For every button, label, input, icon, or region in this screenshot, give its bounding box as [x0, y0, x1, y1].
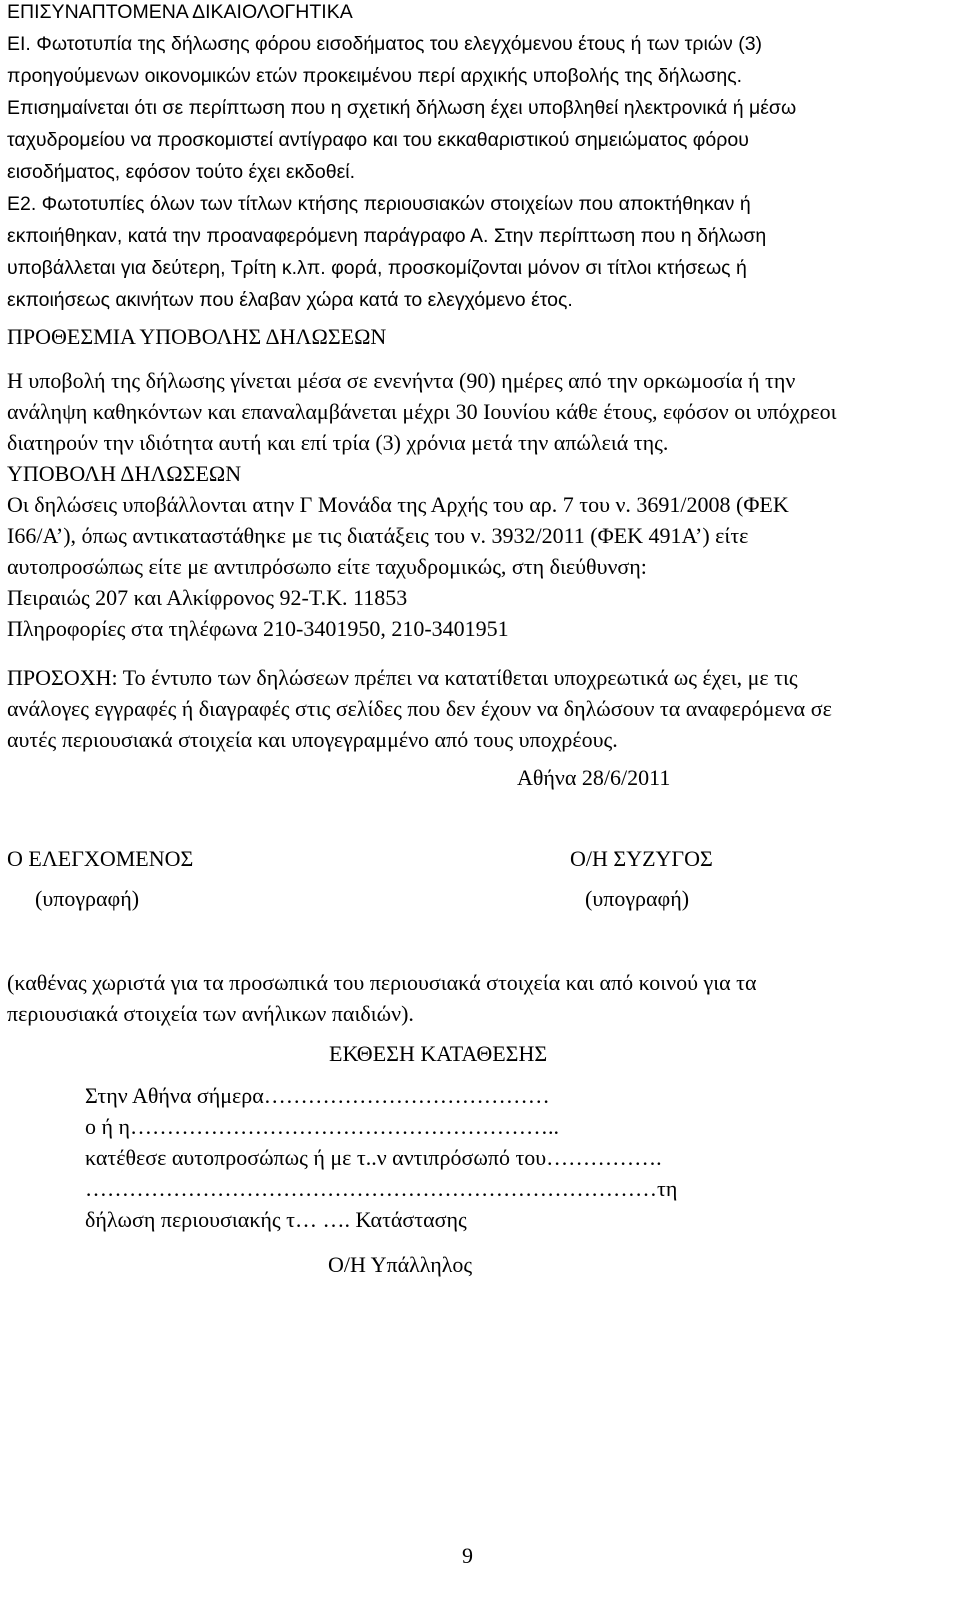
- submission-line: Οι δηλώσεις υποβάλλονται ατην Γ Μονάδα της Αρχής του αρ. 7 του ν. 3691/2008 (ΦΕΚ: [7, 492, 789, 517]
- e2-line: υποβάλλεται για δεύτερη, Τρίτη κ.λπ. φορά, προσκομίζονται μόνον σι τίτλοι κτήσεως ή: [7, 257, 747, 279]
- e2-line: εκποιήθηκαν, κατά την προαναφερόμενη παράγραφο Α. Στην περίπτωση που η δήλωση: [7, 225, 767, 247]
- submission-line: αυτοπροσώπως είτε με αντιπρόσωπο είτε ταχυδρομικώς, στη διεύθυνση:: [7, 554, 647, 579]
- e2-line: Ε2. Φωτοτυπίες όλων των τίτλων κτήσης περιουσιακών στοιχείων που αποκτήθηκαν ή: [7, 193, 751, 215]
- deposit-line: Στην Αθήνα σήμερα…………………………………: [85, 1083, 550, 1108]
- deadline-line: διατηρούν την ιδιότητα αυτή και επί τρία (3) χρόνια μετά την απώλειά της.: [7, 430, 669, 455]
- submission-address: Πειραιώς 207 και Αλκίφρονος 92-Τ.Κ. 11853: [7, 585, 408, 610]
- deadline-line: Η υποβολή της δήλωσης γίνεται μέσα σε ενενήντα (90) ημέρες από την ορκωμοσία ή την: [7, 368, 796, 393]
- deadline-body: [7, 365, 947, 458]
- e1-line: ταχυδρομείου να προσκομιστεί αντίγραφο και του εκκαθαριστικού σημειώματος φόρου: [7, 129, 749, 151]
- deposit-line: ……………………………………………………………………τη: [85, 1176, 678, 1201]
- attention-line: αυτές περιουσιακά στοιχεία και υπογεγραμμένο από τους υποχρέους.: [7, 727, 618, 752]
- submission-heading: ΥΠΟΒΟΛΗ ΔΗΛΩΣΕΩΝ: [7, 461, 242, 486]
- submission-line: Ι66/Α’), όπως αντικαταστάθηκε με τις διατάξεις του ν. 3932/2011 (ΦΕΚ 491Α’) είτε: [7, 523, 749, 548]
- deposit-line: δήλωση περιουσιακής τ… …. Κατάστασης: [85, 1207, 467, 1232]
- signature-right-placeholder: (υπογραφή): [585, 886, 690, 911]
- note-line: περιουσιακά στοιχεία των ανήλικων παιδιών).: [7, 1001, 414, 1026]
- signature-right-title: Ο/Η ΣΥΖΥΓΟΣ: [570, 846, 713, 871]
- date-line: Αθήνα 28/6/2011: [517, 765, 671, 790]
- signature-left-title: Ο ΕΛΕΓΧΟΜΕΝΟΣ: [7, 846, 194, 871]
- deadline-line: ανάληψη καθηκόντων και επαναλαμβάνεται μέχρι 30 Ιουνίου κάθε έτους, εφόσον οι υπόχρεοι: [7, 399, 837, 424]
- deadline-heading: ΠΡΟΘΕΣΜΙΑ ΥΠΟΒΟΛΗΣ ΔΗΛΩΣΕΩΝ: [7, 324, 387, 349]
- signature-left-placeholder: (υπογραφή): [35, 886, 140, 911]
- submission-section: [7, 458, 947, 644]
- e1-line: Επισημαίνεται ότι σε περίπτωση που η σχετική δήλωση έχει υποβληθεί ηλεκτρονικά ή μέσω: [7, 97, 797, 119]
- page-number: 9: [462, 1543, 473, 1568]
- attention-line: ανάλογες εγγραφές ή διαγραφές στις σελίδες που δεν έχουν να δηλώσουν τα αναφερόμενα σε: [7, 696, 832, 721]
- deposit-line: ο ή η…………………………………………………..: [85, 1114, 560, 1139]
- e1-line: προηγούμενων οικονομικών ετών προκειμένου περί αρχικής υποβολής της δήλωσης.: [7, 65, 743, 87]
- e1-line: ΕΙ. Φωτοτυπία της δήλωσης φόρου εισοδήματος του ελεγχόμενου έτους ή των τριών (3): [7, 33, 763, 55]
- attachments-heading: ΕΠΙΣΥΝΑΠΤΟΜΕΝΑ ΔΙΚΑΙΟΛΟΓΗΤΙΚΑ: [7, 1, 353, 23]
- deadline-section: [7, 321, 947, 352]
- note-section: [7, 967, 947, 1029]
- official-title: Ο/Η Υπάλληλος: [328, 1252, 473, 1277]
- e1-line: εισοδήματος, εφόσον τούτο έχει εκδοθεί.: [7, 161, 356, 183]
- deposit-body: [85, 1080, 885, 1235]
- submission-phones: Πληροφορίες στα τηλέφωνα 210-3401950, 210-3401951: [7, 616, 509, 641]
- deposit-heading: ΕΚΘΕΣΗ ΚΑΤΑΘΕΣΗΣ: [329, 1041, 548, 1066]
- note-line: (καθένας χωριστά για τα προσωπικά του περιουσιακά στοιχεία και από κοινού για τα: [7, 970, 757, 995]
- attention-section: [7, 662, 947, 755]
- attachments-section: [7, 0, 947, 316]
- e2-line: εκποιήσεως ακινήτων που έλαβαν χώρα κατά το ελεγχόμενο έτος.: [7, 289, 573, 311]
- deposit-line: κατέθεσε αυτοπροσώπως ή με τ..ν αντιπρόσωπό του…………….: [85, 1145, 662, 1170]
- attention-line: ΠΡΟΣΟΧΗ: Το έντυπο των δηλώσεων πρέπει να κατατίθεται υποχρεωτικά ως έχει, με τις: [7, 665, 798, 690]
